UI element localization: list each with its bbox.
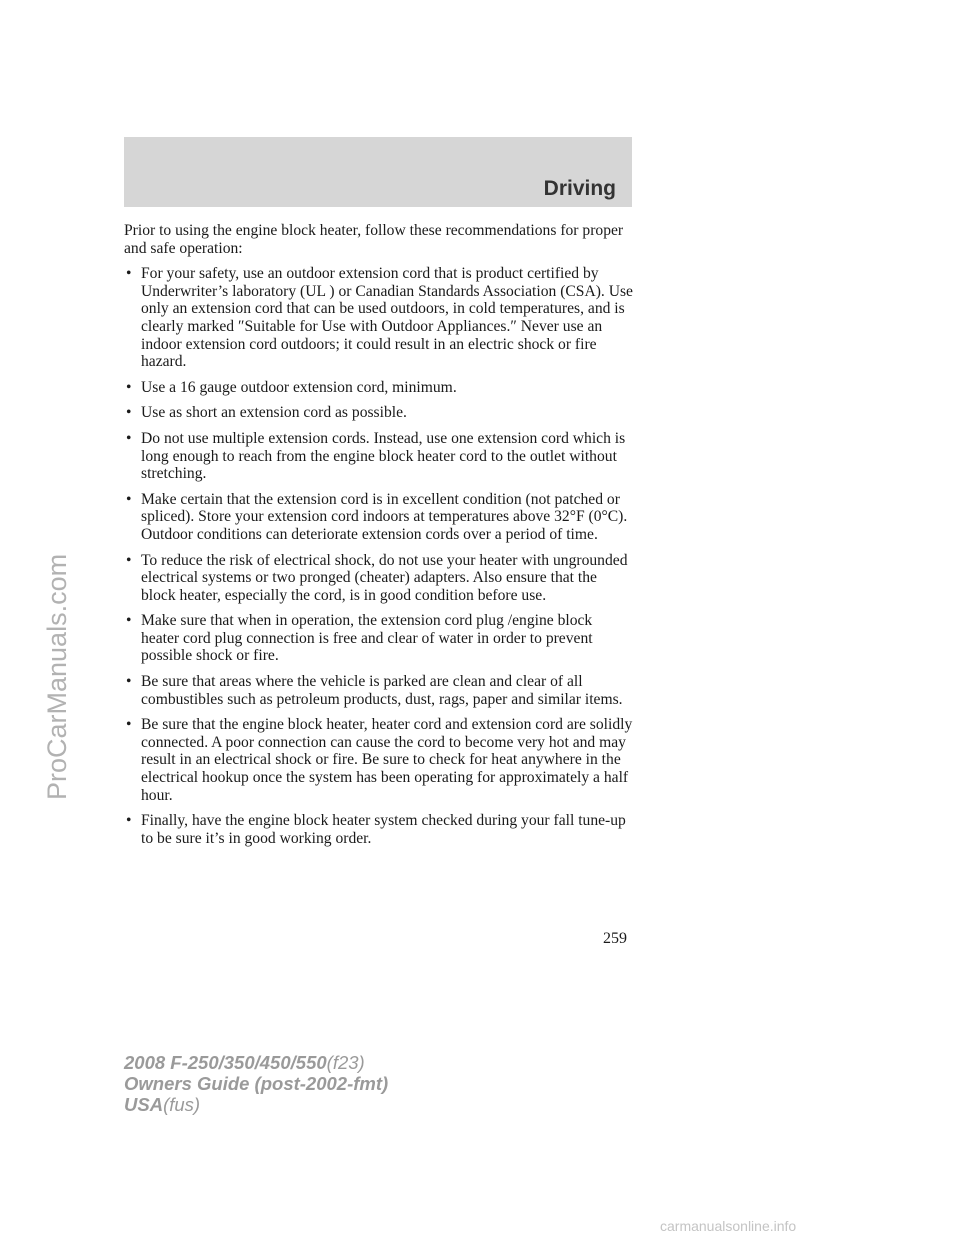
- list-item-text: For your safety, use an outdoor extension cord that is product certified by Underwriter’s laboratory (UL ) or Canadian Standards Association (CSA). Use only an extension cord that can be used outdoors, in cold temperatures, and is clearly marked ″Suitable for Use with Outdoor Appliances.″ Never use an indoor extension cord outdoors; it could result in an electric shock or fire hazard.: [141, 265, 633, 371]
- list-item: [124, 716, 634, 804]
- bullet-icon: •: [126, 490, 132, 508]
- bullet-icon: •: [126, 673, 132, 691]
- list-item: [124, 404, 634, 422]
- bullet-icon: •: [126, 265, 132, 283]
- list-item: [124, 812, 634, 847]
- list-item-text: Use as short an extension cord as possible.: [141, 404, 407, 422]
- bottom-watermark: carmanualsonline.info: [660, 1218, 797, 1234]
- footer-line-guide: [124, 1073, 388, 1094]
- bullet-icon: •: [126, 716, 132, 734]
- list-item: [124, 552, 634, 605]
- list-item-text: Make certain that the extension cord is in excellent condition (not patched or spliced). Store your extension cord indoors at temperatures above 32°F (0°C). Outdoor conditions can deteriorate extension cords over a period of time.: [141, 490, 628, 543]
- list-item: [124, 265, 634, 371]
- list-item-text: Be sure that the engine block heater, heater cord and extension cord are solidly connected. A poor connection can cause the cord to become very hot and may result in an electrical shock or fire. Be sure to check for heat anywhere in the electrical hookup once the system has been operating for approximately a half hour.: [141, 716, 633, 804]
- footer-model-code: (f23): [326, 1052, 365, 1073]
- section-header-band: [124, 137, 632, 207]
- section-title: Driving: [543, 177, 616, 200]
- footer-region-code: (fus): [163, 1094, 201, 1115]
- recommendation-list: [124, 265, 634, 847]
- bullet-icon: •: [126, 551, 132, 569]
- list-item: [124, 673, 634, 708]
- footer-model-text: 2008 F-250/350/450/550: [124, 1052, 327, 1073]
- list-item: [124, 612, 634, 665]
- intro-paragraph: Prior to using the engine block heater, follow these recommendations for proper and safe operation:: [124, 222, 624, 257]
- footer-line-region: [124, 1094, 388, 1115]
- bullet-icon: •: [126, 612, 132, 630]
- list-item-text: Do not use multiple extension cords. Instead, use one extension cord which is long enough to reach from the engine block heater cord to the outlet without stretching.: [141, 429, 626, 483]
- side-watermark-text: ProCarManuals.com: [42, 553, 72, 800]
- page-number: 259: [603, 930, 627, 947]
- list-item-text: To reduce the risk of electrical shock, do not use your heater with ungrounded electrical systems or two pronged (cheater) adapters. Also ensure that the block heater, especially the cord, is in good condition before use.: [141, 551, 628, 604]
- document-footer: [124, 1052, 388, 1115]
- bullet-icon: •: [126, 404, 132, 422]
- list-item: [124, 430, 634, 483]
- list-item: [124, 491, 634, 544]
- page-content: [124, 222, 634, 855]
- side-watermark: [0, 0, 72, 1242]
- footer-region-text: USA: [124, 1094, 164, 1115]
- list-item-text: Be sure that areas where the vehicle is parked are clean and clear of all combustibles such as petroleum products, dust, rags, paper and similar items.: [141, 673, 623, 708]
- bullet-icon: •: [126, 378, 132, 396]
- list-item: [124, 379, 634, 397]
- list-item-text: Finally, have the engine block heater system checked during your fall tune-up to be sure it’s in good working order.: [141, 812, 626, 847]
- bullet-icon: •: [126, 812, 132, 830]
- footer-guide-text: Owners Guide (post-2002-fmt): [124, 1073, 389, 1094]
- list-item-text: Make sure that when in operation, the extension cord plug /engine block heater cord plug connection is free and clear of water in order to prevent possible shock or fire.: [141, 612, 593, 665]
- bullet-icon: •: [126, 429, 132, 447]
- list-item-text: Use a 16 gauge outdoor extension cord, minimum.: [141, 378, 457, 396]
- footer-line-model: [124, 1052, 388, 1073]
